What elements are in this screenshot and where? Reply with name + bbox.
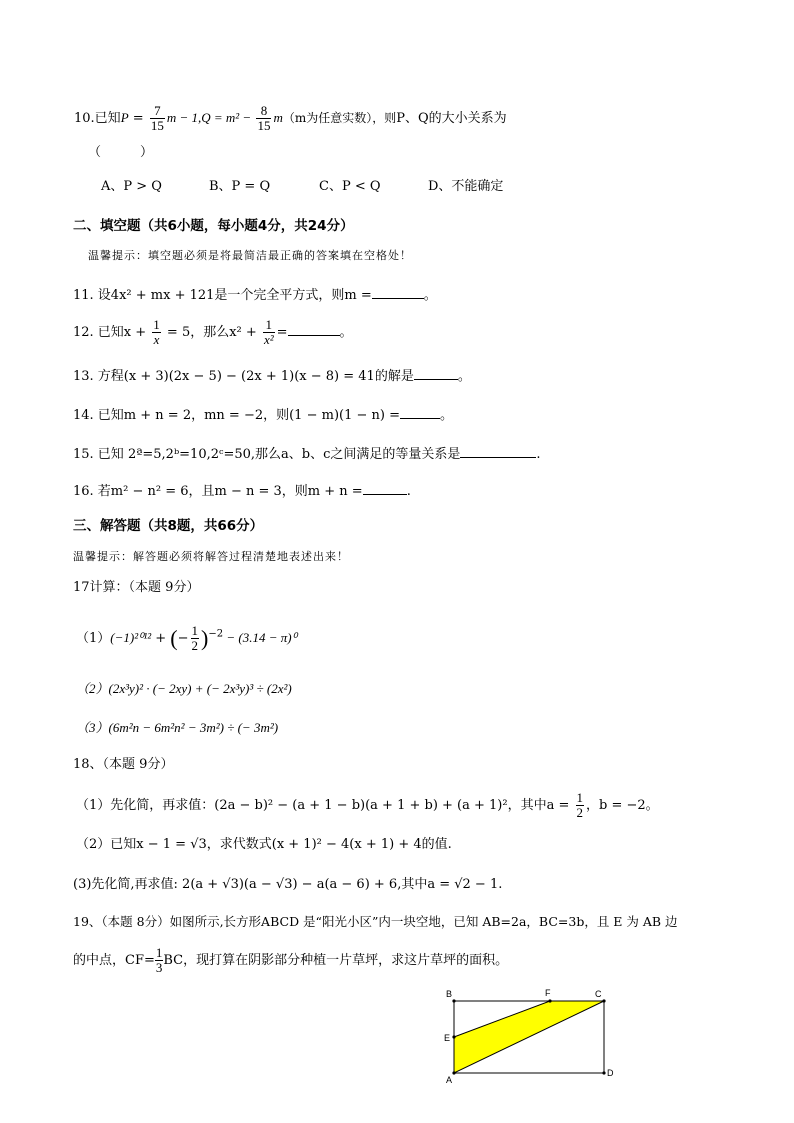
q11-answer-blank[interactable] <box>372 285 424 299</box>
q10-p: P <box>120 110 129 125</box>
point-b <box>452 999 455 1002</box>
q12-end: 。 <box>339 325 353 340</box>
label-e: E <box>444 1033 451 1043</box>
q10-note: （m为任意实数），则 <box>282 111 397 125</box>
question-10 <box>74 104 507 133</box>
q16-answer-blank[interactable] <box>363 481 407 495</box>
q15-text: 15. 已知 2ª=5,2ᵇ=10,2ᶜ=50,那么a、b、c之间满足的等量关系是 <box>73 447 461 462</box>
label-a: A <box>446 1075 453 1085</box>
rectangle-figure <box>430 985 630 1095</box>
section-3-tip: 温馨提示：解答题必须将解答过程清楚地表述出来！ <box>73 550 349 563</box>
q10-options <box>101 177 503 197</box>
q12-answer-blank[interactable] <box>288 322 340 336</box>
q18-p1-end: ，b = −2。 <box>586 798 659 813</box>
q12-text-c: = <box>276 325 288 340</box>
q17-p1-frac: $\frac{1}{2}$ <box>191 623 199 653</box>
q10-frac1: $\frac{7}{15}$ <box>150 103 164 133</box>
q17-p1-a: (−1)²⁰¹² <box>110 630 152 645</box>
q16-end: . <box>406 484 411 499</box>
q10-tail1: m − 1, <box>166 110 202 125</box>
q17-part-1: （1）(−1)²⁰¹² + (− $\frac{1}{2}$ )$^{-2}$ − (3.14 − π)⁰ <box>76 623 297 653</box>
q10-prefix: 10.已知 <box>74 111 121 126</box>
q15-answer-blank[interactable] <box>460 444 536 458</box>
question-12 <box>73 318 353 347</box>
q10-option-b[interactable]: B、P = Q <box>209 179 271 194</box>
q17-p1-paren-close: ) <box>201 625 209 651</box>
q19-frac: $\frac{1}{3}$ <box>155 945 163 975</box>
section-2-heading: 二、填空题（共6小题，每小题4分，共24分） <box>73 218 354 234</box>
q17-p1-b: + <box>151 631 171 646</box>
q17-part-3: （3）(6m²n − 6m²n² − 3m²) ÷ (− 3m²) <box>76 720 279 735</box>
q11-text: 11. 设4x² + mx + 121是一个完全平方式，则m = <box>73 288 372 303</box>
question-14 <box>73 405 453 426</box>
q17-p1-c: − (3.14 − π)⁰ <box>223 630 297 645</box>
question-15 <box>73 444 541 465</box>
q12-text-b: = 5，那么x² + <box>162 325 261 340</box>
section-3-heading: 三、解答题（共8题，共66分） <box>73 518 264 534</box>
point-a <box>452 1071 455 1074</box>
label-d: D <box>607 1068 614 1078</box>
section-2-tip: 温馨提示：填空题必须是将最简洁最正确的答案填在空格处！ <box>88 249 412 262</box>
q16-text: 16. 若m² − n² = 6，且m − n = 3，则m + n = <box>73 484 363 499</box>
q10-option-c[interactable]: C、P < Q <box>319 179 381 194</box>
q19-line2-b: BC，现打算在阴影部分种植一片草坪，求这片草坪的面积。 <box>163 953 509 968</box>
q18-p1-frac: $\frac{1}{2}$ <box>576 790 583 820</box>
q18-part-1 <box>76 791 659 820</box>
question-16 <box>73 481 411 502</box>
q14-end: 。 <box>439 408 453 423</box>
q18-title: 18、（本题 9分） <box>73 757 174 772</box>
q10-option-a[interactable]: A、P > Q <box>101 179 162 194</box>
point-d <box>602 1071 605 1074</box>
q10-end: P、Q的大小关系为 <box>396 111 507 126</box>
q10-q: Q <box>201 110 211 125</box>
point-f <box>548 999 551 1002</box>
q10-eq2: = m² − <box>210 110 255 125</box>
q18-part-3: (3)先化简,再求值: 2(a + √3)(a − √3) − a(a − 6) + 6,其中a = √2 − 1. <box>73 877 503 892</box>
question-11 <box>73 285 437 306</box>
question-13 <box>73 366 471 387</box>
q19-line-1: 19、（本题 8分）如图所示,长方形ABCD 是“阳光小区”内一块空地，已知 AB=2a，BC=3b，且 E 为 AB 边 <box>73 914 678 929</box>
q12-frac1: $\frac{1}{x}$ <box>153 317 160 347</box>
q17-p1-paren-open: ( <box>170 625 178 651</box>
q19-line-2 <box>73 946 508 975</box>
q13-answer-blank[interactable] <box>414 366 458 380</box>
q13-text: 13. 方程(x + 3)(2x − 5) − (2x + 1)(x − 8) = 41的解是 <box>73 369 414 384</box>
q12-frac2: $\frac{1}{\text{x²}}$ <box>263 317 274 347</box>
q12-text-a: 12. 已知x + <box>73 325 151 340</box>
q10-option-d[interactable]: D、不能确定 <box>428 179 504 194</box>
point-e <box>452 1035 455 1038</box>
q10-eq1: = <box>128 111 148 126</box>
q17-title: 17计算：（本题 9分） <box>73 580 200 595</box>
q10-tail2: m <box>273 110 283 125</box>
q11-end: 。 <box>423 288 437 303</box>
label-b: B <box>446 989 453 999</box>
q18-p1-text: （1）先化简，再求值：(2a − b)² − (a + 1 − b)(a + 1 + b) + (a + 1)²，其中a = <box>76 798 574 813</box>
q15-end: . <box>536 447 541 462</box>
q13-end: 。 <box>457 369 471 384</box>
q19-line2-a: 的中点，CF= <box>73 953 155 968</box>
point-c <box>602 999 605 1002</box>
shaded-lawn-region <box>454 1001 604 1073</box>
q17-part-2: （2）(2x³y)² · (− 2xy) + (− 2x³y)³ ÷ (2x²) <box>76 681 292 696</box>
q18-part-2: （2）已知x − 1 = √3，求代数式(x + 1)² − 4(x + 1) + 4的值. <box>76 837 452 852</box>
label-f: F <box>545 988 551 998</box>
q14-text: 14. 已知m + n = 2，mn = −2，则(1 − m)(1 − n) = <box>73 408 400 423</box>
q10-paren: （ ） <box>88 145 154 160</box>
q17-p1-exp: −2 <box>208 628 224 640</box>
q10-frac2: $\frac{8}{15}$ <box>257 103 271 133</box>
q17-p1-label: （1） <box>76 631 111 646</box>
label-c: C <box>595 989 602 999</box>
q14-answer-blank[interactable] <box>400 405 440 419</box>
